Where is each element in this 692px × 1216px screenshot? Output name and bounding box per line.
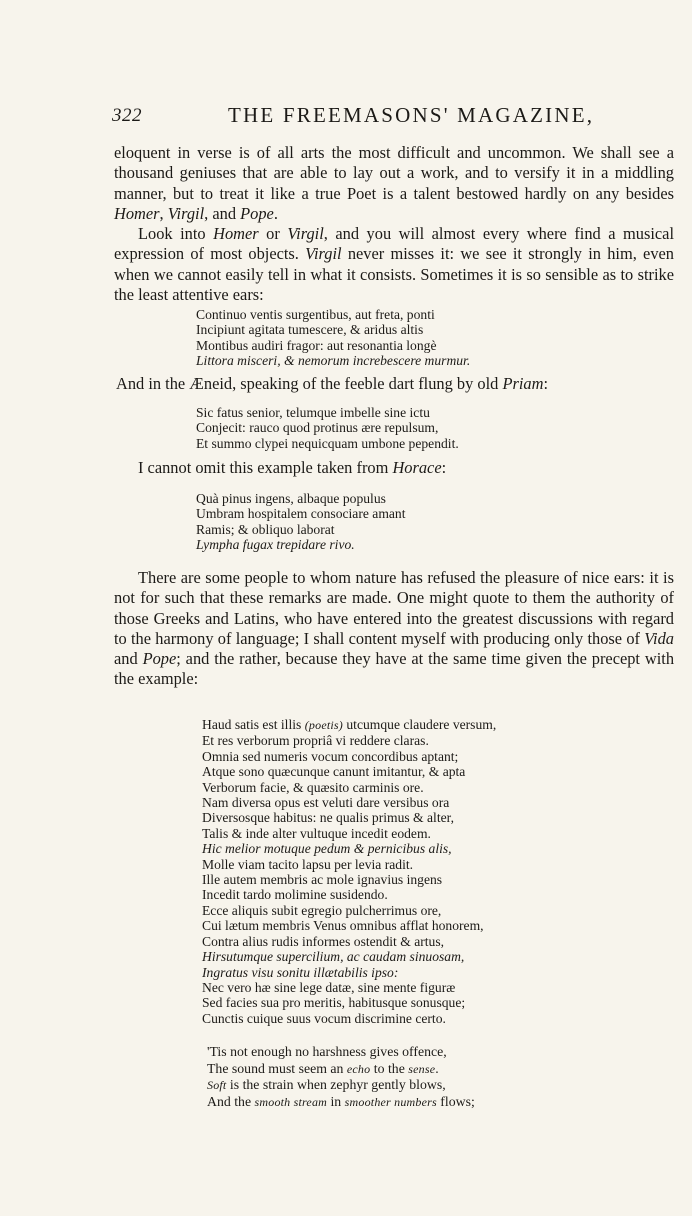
aeneid-intro: [116, 374, 548, 394]
text-span: never misses it: we see it strongly in him, even when we cannot easily tell in what it consists. Sometimes it is so sensible as to strike the least attentive ears:: [114, 244, 674, 304]
text-span: :: [543, 374, 548, 393]
verse-line: Molle viam tacito lapsu per levia radit.: [202, 856, 414, 872]
name-priam: Priam: [502, 374, 544, 393]
text-span: Haud satis est illis: [202, 717, 305, 732]
text-span: sense: [408, 1061, 436, 1076]
name-homer: Homer: [213, 224, 259, 243]
verse-line: Incedit tardo molimine susidendo.: [202, 887, 388, 903]
verse-line: Contra alius rudis informes ostendit & artus,: [202, 933, 445, 949]
verse-line: Ecce aliquis subit egregio pulcherrimus ore,: [202, 902, 442, 918]
verse-line: Nec vero hæ sine lege datæ, sine mente figuræ: [202, 979, 456, 995]
verse-line: Et res verborum propriâ vi reddere claras.: [202, 733, 429, 749]
verse-line: [207, 1094, 475, 1111]
verse-line: Atque sono quæcunque canunt imitantur, & apta: [202, 764, 466, 780]
verse-line: Nam diversa opus est veluti dare versibus ora: [202, 795, 450, 811]
verse-line: Hic melior motuque pedum & pernicibus alis,: [202, 841, 452, 857]
verse-line: 'Tis not enough no harshness gives offence,: [207, 1044, 447, 1059]
text-span: And in the Æneid, speaking of the feeble dart flung by old: [116, 374, 503, 393]
text-span: smoother numbers: [344, 1094, 437, 1109]
verse-line: Conjecit: rauco quod protinus ære repulsum,: [196, 420, 439, 436]
verse-horace: [196, 491, 406, 553]
text-span: , and: [204, 203, 241, 223]
verse-line: Continuo ventis surgentibus, aut freta, ponti: [196, 307, 435, 322]
verse-line: Sic fatus senior, telumque imbelle sine ictu: [196, 405, 430, 420]
verse-continuo: [196, 307, 470, 369]
verse-line: Ramis; & obliquo laborat: [196, 521, 335, 537]
name-vida: Vida: [644, 628, 674, 648]
verse-line: Lympha fugax trepidare rivo.: [196, 537, 355, 553]
verse-line: Talis & inde alter vultuque incedit eodem.: [202, 825, 431, 841]
text-span: And the: [207, 1093, 255, 1109]
text-span: .: [273, 203, 278, 223]
verse-line: Quà pinus ingens, albaque populus: [196, 491, 386, 506]
verse-line: Littora misceri, & nemorum increbescere murmur.: [196, 353, 471, 369]
verse-vida: [202, 717, 496, 1026]
text-span: :: [441, 458, 447, 477]
verse-line: [202, 717, 496, 733]
verse-line: Cui lætum membris Venus omnibus afflat honorem,: [202, 918, 484, 934]
text-span: echo: [346, 1061, 371, 1076]
text-span: eloquent in verse is of all arts the most difficult and uncommon. We shall see a thousand geniuses that are able to lay out a work, and to versify it in a middling manner, but to treat it like a true Poet is a talent bestowed hardly on any besides: [114, 143, 674, 203]
text-span: or: [258, 224, 288, 243]
text-span: There are some people to whom nature has refused the pleasure of nice ears: it is not for such that these remarks are made. One might quote to them the authority of those Greeks and Latins, who have entered into the greatest discussions with regard to the harmony of language; I shall content myself with producing only those of: [114, 568, 674, 648]
verse-line: Verborum facie, & quæsito carminis ore.: [202, 779, 424, 795]
text-span: utcumque claudere versum,: [342, 717, 497, 732]
text-span: Soft: [207, 1078, 227, 1093]
verse-aeneid: [196, 405, 459, 451]
name-virgil: Virgil: [167, 203, 205, 223]
verse-line: Ingratus visu sonitu illætabilis ipso:: [202, 964, 399, 980]
verse-pope: [207, 1044, 475, 1110]
text-span: in: [327, 1093, 345, 1109]
text-span: ; and the rather, because they have at the same time given the precept with the example:: [114, 649, 675, 689]
verse-line: Cunctis cuique suus vocum discrimine certo.: [202, 1010, 446, 1026]
verse-line: Hirsutumque supercilium, ac caudam sinuosam,: [202, 949, 465, 965]
name-virgil: Virgil: [305, 244, 342, 264]
name-homer: Homer: [114, 203, 160, 223]
verse-line: [207, 1077, 475, 1094]
text-span: Look into: [138, 224, 214, 243]
verse-line: Ille autem membris ac mole ignavius ingens: [202, 872, 443, 888]
text-span: ,: [159, 203, 168, 223]
text-span: The sound must seem an: [207, 1060, 347, 1076]
name-pope: Pope: [142, 649, 177, 669]
paragraph-nice-ears: [114, 568, 674, 690]
horace-intro: [138, 458, 446, 478]
verse-line: Montibus audiri fragor: aut resonantia longè: [196, 337, 437, 353]
text-span: , and you will almost every where find a musical expression of most objects.: [114, 224, 675, 264]
verse-line: Et summo clypei nequicquam umbone pependit.: [196, 435, 459, 451]
name-pope: Pope: [240, 203, 274, 223]
text-span: to the: [370, 1060, 409, 1076]
name-horace: Horace: [392, 458, 442, 477]
page-header: [112, 103, 672, 133]
verse-line: Incipiunt agitata tumescere, & aridus altis: [196, 322, 424, 338]
text-span: I cannot omit this example taken from: [138, 458, 393, 477]
paragraph-musical-expression: [114, 224, 674, 305]
text-span: smooth stream: [254, 1094, 328, 1109]
verse-line: Umbram hospitalem consociare amant: [196, 506, 406, 522]
page-number: 322: [112, 105, 142, 126]
text-span: (poetis): [304, 718, 343, 732]
verse-line: [207, 1061, 475, 1078]
text-span: .: [435, 1060, 439, 1076]
text-span: and: [114, 649, 143, 669]
paragraph-verse-difficulty: [114, 143, 674, 224]
verse-line: Sed facies sua pro meritis, habitusque sonusque;: [202, 995, 466, 1011]
running-title: THE FREEMASONS' MAGAZINE,: [228, 103, 595, 127]
text-span: flows;: [436, 1093, 475, 1109]
verse-line: Diversosque habitus: ne qualis primus & alter,: [202, 810, 455, 826]
verse-line: Omnia sed numeris vocum concordibus aptant;: [202, 748, 459, 764]
name-virgil: Virgil: [287, 224, 324, 243]
text-span: is the strain when zephyr gently blows,: [226, 1077, 446, 1093]
